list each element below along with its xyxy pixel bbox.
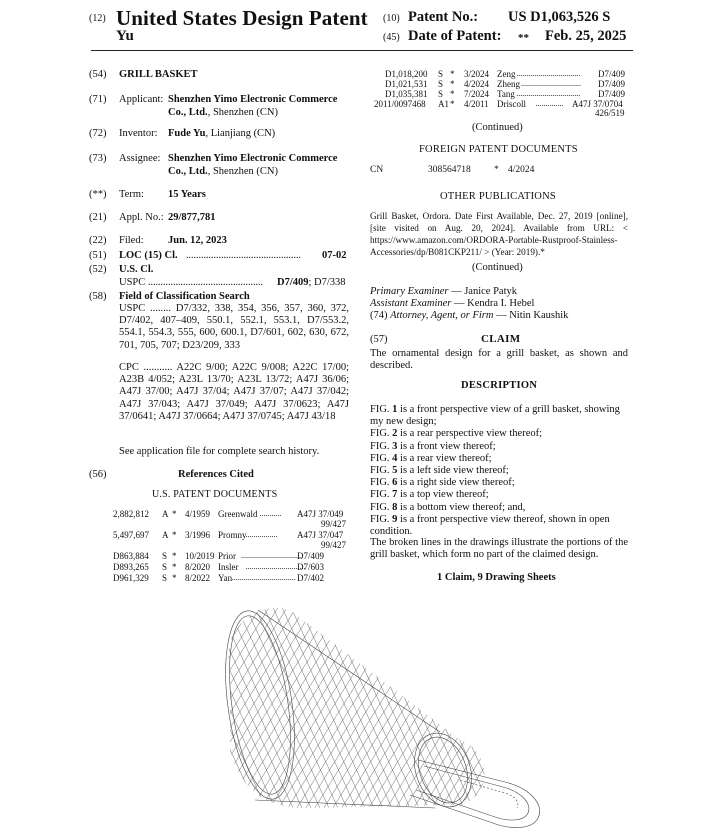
figure-description: FIG. 6 is a right side view thereof;	[370, 477, 515, 489]
field-code: (58)	[89, 291, 107, 302]
appl-code: (21)	[89, 212, 107, 223]
ref-date: 3/1996	[185, 530, 211, 540]
ref-dots: ...........	[259, 509, 282, 518]
date-stars: **	[518, 32, 529, 44]
foreign-date: 4/2024	[508, 165, 535, 175]
grill-basket-drawing	[160, 590, 560, 835]
applicant-code: (71)	[89, 94, 107, 105]
continued-2: (Continued)	[472, 262, 523, 273]
ref-kind: S	[162, 551, 168, 561]
ref-name: Yan	[218, 573, 233, 583]
ref-no: D893,265	[113, 562, 149, 572]
ref-star: *	[172, 530, 177, 540]
broken-lines-statement: The broken lines in the drawings illustrate the portions of the grill basket, which form no part of the claimed design.	[370, 537, 628, 561]
ref-star: *	[172, 562, 177, 572]
filed-code: (22)	[89, 235, 107, 246]
inventor-label: Inventor:	[119, 128, 158, 139]
ref-cls: D7/409	[598, 69, 625, 79]
term-value: 15 Years	[168, 189, 206, 200]
claim-code: (57)	[370, 334, 388, 345]
figure-list	[370, 404, 630, 538]
title-code: (54)	[89, 69, 107, 80]
ref-name: Prior	[218, 551, 236, 561]
loc-label: LOC (15) Cl.	[119, 250, 178, 261]
ref-kind: A	[162, 509, 169, 519]
ref-star: *	[450, 69, 455, 79]
ref-class-continuation: 99/427	[321, 540, 347, 550]
figure-description: FIG. 5 is a left side view thereof;	[370, 465, 509, 477]
loc-code: (51)	[89, 250, 107, 261]
ref-dots: ................................	[231, 573, 296, 582]
code-10: (10)	[383, 13, 400, 24]
other-pubs-text: Grill Basket, Ordora. Date First Available, Dec. 27, 2019 [online], [site visited on Aug. 20, 2024]. Available from URL: < https://www.amazon.com/ORDORA-Portable-Rustproof-Stainless-Accessories/dp/B081CKP211/ > (Year: 2019).*	[370, 211, 628, 257]
ref-name: Tang	[497, 89, 515, 99]
applicant-label: Applicant:	[119, 94, 164, 105]
refs-code: (56)	[89, 469, 107, 480]
ref-cls: D7/402	[297, 573, 324, 583]
code-45: (45)	[383, 32, 400, 43]
uspc-values: D7/409; D7/338	[277, 277, 346, 288]
ref-dots: ................................	[516, 69, 581, 78]
ref-dots: ..............................	[521, 79, 581, 88]
field-cpc: CPC ........... A22C 9/00; A22C 9/008; A22C 17/00; A23B 4/052; A23L 13/70; A23L 13/72; A47J 36/06; A47J 37/00; A47J 37/04; A47J 37/07; A47J 37/042; A47J 37/043; A47J 37/049; A47J 37/0623; A47J 37/0641; A47J 37/0664; A47J 37/0745; A47J 43/18	[119, 362, 349, 422]
ref-continuation: 426/519	[595, 108, 625, 118]
figure-description: FIG. 7 is a top view thereof;	[370, 489, 489, 501]
ref-no: D1,018,200	[385, 69, 428, 79]
figure-description: FIG. 4 is a rear view thereof;	[370, 452, 492, 464]
refs-heading: References Cited	[178, 469, 254, 480]
ref-cls: D7/409	[598, 89, 625, 99]
primary-examiner: Primary Examiner — Janice Patyk	[370, 286, 517, 297]
ref-date: 8/2020	[185, 562, 211, 572]
ref-no: 2011/0097468	[374, 99, 426, 109]
ref-date: 7/2024	[464, 89, 490, 99]
us-docs-heading: U.S. PATENT DOCUMENTS	[152, 489, 278, 500]
inventor-line: Fude Yu, Lianjiang (CN)	[168, 128, 276, 139]
ref-star: *	[450, 99, 455, 109]
figure-description: FIG. 8 is a bottom view thereof; and,	[370, 501, 526, 513]
continued-1: (Continued)	[472, 122, 523, 133]
foreign-heading: FOREIGN PATENT DOCUMENTS	[419, 144, 578, 155]
ref-cls: A47J 37/049	[297, 509, 344, 519]
claim-heading: CLAIM	[481, 333, 521, 345]
date-label: Date of Patent:	[408, 28, 502, 44]
ref-kind: A1	[438, 99, 449, 109]
ref-date: 3/2024	[464, 69, 490, 79]
uspc-label: USPC	[119, 277, 146, 288]
patent-title: GRILL BASKET	[119, 69, 198, 80]
ref-cls: A47J 37/0704	[572, 99, 623, 109]
ref-no: 5,497,697	[113, 530, 149, 540]
ref-star: *	[172, 573, 177, 583]
applicant-line2: Co., Ltd., Shenzhen (CN)	[168, 107, 278, 118]
ref-date: 4/1959	[185, 509, 211, 519]
ref-date: 4/2011	[464, 99, 489, 109]
assignee-code: (73)	[89, 153, 107, 164]
ref-cls: D7/409	[598, 79, 625, 89]
inventor-surname: Yu	[116, 28, 134, 44]
foreign-country: CN	[370, 165, 384, 175]
loc-value: 07-02	[322, 250, 347, 261]
description-heading: DESCRIPTION	[461, 380, 538, 391]
patent-date: Feb. 25, 2025	[545, 28, 627, 44]
claims-sheets: 1 Claim, 9 Drawing Sheets	[437, 572, 556, 583]
ref-no: D961,329	[113, 573, 149, 583]
assistant-examiner: Assistant Examiner — Kendra I. Hebel	[370, 298, 535, 309]
assignee-line2: Co., Ltd., Shenzhen (CN)	[168, 166, 278, 177]
ref-kind: S	[438, 69, 444, 79]
ref-class-continuation: 99/427	[321, 519, 347, 529]
ref-no: D863,884	[113, 551, 149, 561]
assignee-name: Shenzhen Yimo Electronic Commerce	[168, 153, 338, 164]
loc-dots: ..............................................	[186, 250, 301, 261]
figure-description: FIG. 2 is a rear perspective view thereof;	[370, 428, 543, 440]
patent-number: US D1,063,526 S	[508, 9, 611, 25]
ref-name: Insler	[218, 562, 239, 572]
uspc-dots: ..............................................	[148, 277, 263, 288]
ref-star: *	[450, 89, 455, 99]
ref-dots: ..............	[535, 99, 564, 108]
ref-star: *	[450, 79, 455, 89]
ref-kind: A	[162, 530, 169, 540]
ref-name: Greenwald	[218, 509, 258, 519]
ref-date: 4/2024	[464, 79, 490, 89]
claim-text: The ornamental design for a grill basket, as shown and described.	[370, 348, 628, 372]
ref-name: Promny	[218, 530, 247, 540]
foreign-number: 308564718	[428, 165, 471, 175]
ref-dots: ................	[245, 530, 278, 539]
ref-cls: A47J 37/047	[297, 530, 344, 540]
foreign-star: *	[494, 165, 499, 175]
document-type: United States Design Patent	[116, 6, 368, 30]
ref-cls: D7/409	[297, 551, 324, 561]
ref-dots: ..............................	[245, 562, 306, 571]
ref-no: D1,035,381	[385, 89, 428, 99]
header-rule	[91, 50, 633, 51]
other-pubs-heading: OTHER PUBLICATIONS	[440, 191, 556, 202]
filed-date: Jun. 12, 2023	[168, 235, 227, 246]
ref-name: Zeng	[497, 69, 516, 79]
filed-label: Filed:	[119, 235, 144, 246]
ref-cls: D7/603	[297, 562, 324, 572]
uscl-label: U.S. Cl.	[119, 264, 154, 275]
field-note: See application file for complete search history.	[119, 446, 320, 457]
ref-name: Driscoll	[497, 99, 526, 109]
figure-description: FIG. 1 is a front perspective view of a grill basket, showing my new design;	[370, 404, 620, 428]
ref-date: 10/2019	[185, 551, 215, 561]
ref-dots: ...............................	[241, 551, 303, 560]
ref-kind: S	[438, 89, 444, 99]
appl-number: 29/877,781	[168, 212, 216, 223]
code-12: (12)	[89, 13, 106, 24]
ref-kind: S	[162, 562, 168, 572]
field-label: Field of Classification Search	[119, 291, 250, 302]
appl-label: Appl. No.:	[119, 212, 164, 223]
attorney: (74) Attorney, Agent, or Firm — Nitin Kaushik	[370, 310, 569, 321]
ref-name: Zheng	[497, 79, 520, 89]
ref-date: 8/2022	[185, 573, 211, 583]
inventor-code: (72)	[89, 128, 107, 139]
field-uspc: USPC ........ D7/332, 338, 354, 356, 357, 360, 372, D7/402, 407–409, 550.1, 552.1, 553.1, D7/553.2, 554.1, 554.3, 555, 600, 600.1, D7/601, 602, 630, 672, 701, 705, 707; D23/209, 333	[119, 303, 349, 351]
figure-description: FIG. 3 is a front view thereof;	[370, 440, 496, 452]
term-code: (**)	[89, 189, 107, 200]
figure-description: FIG. 9 is a front perspective view thereof, shown in open condition.	[370, 513, 610, 538]
ref-kind: S	[162, 573, 168, 583]
ref-star: *	[172, 551, 177, 561]
ref-dots: ................................	[516, 89, 581, 98]
applicant-name: Shenzhen Yimo Electronic Commerce	[168, 94, 338, 105]
uscl-code: (52)	[89, 264, 107, 275]
ref-star: *	[172, 509, 177, 519]
term-label: Term:	[119, 189, 144, 200]
ref-no: 2,882,812	[113, 509, 149, 519]
assignee-label: Assignee:	[119, 153, 161, 164]
ref-kind: S	[438, 79, 444, 89]
patent-no-label: Patent No.:	[408, 9, 479, 25]
ref-no: D1,021,531	[385, 79, 428, 89]
